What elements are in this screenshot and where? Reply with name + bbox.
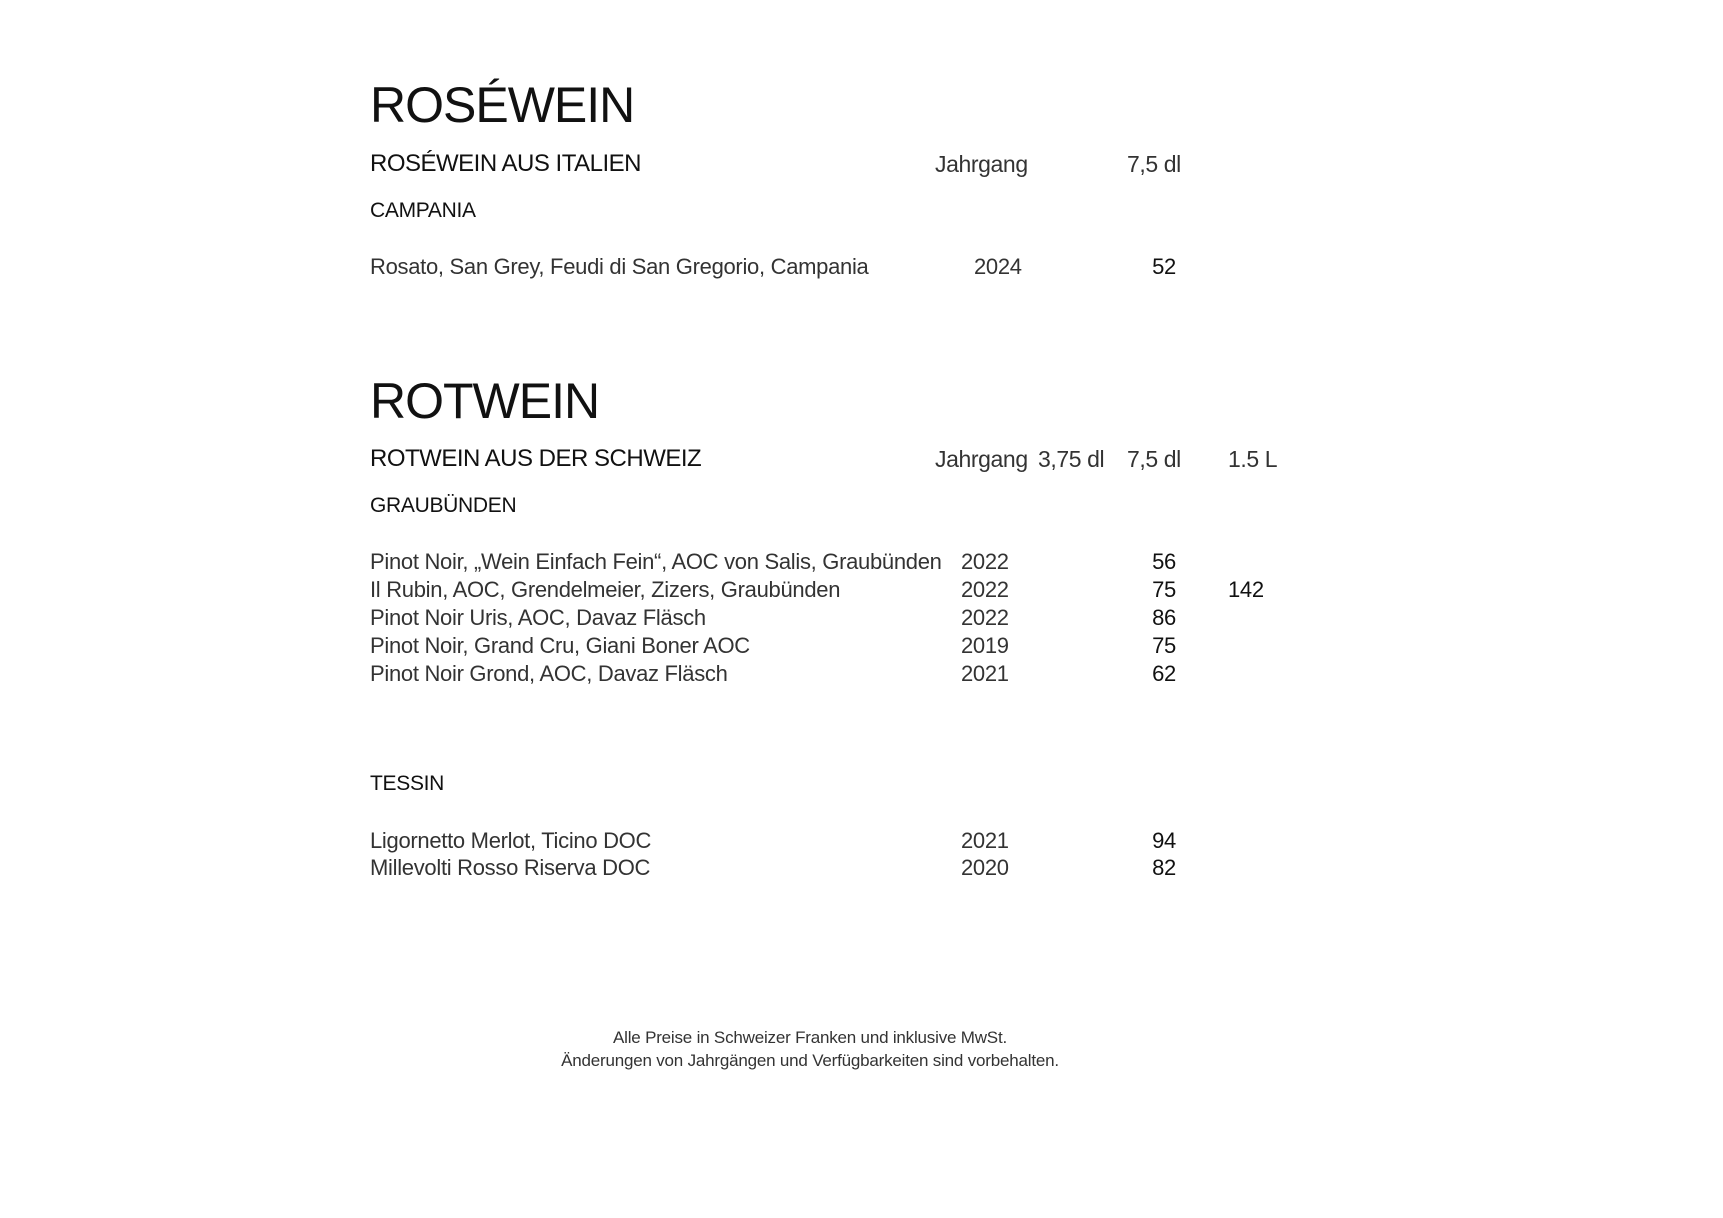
red-region-tessin: TESSIN xyxy=(370,772,445,795)
wine-name: Pinot Noir, Grand Cru, Giani Boner AOC xyxy=(370,633,750,658)
wine-vintage: 2021 xyxy=(961,661,1009,686)
wine-name: Il Rubin, AOC, Grendelmeier, Zizers, Graubünden xyxy=(370,577,841,602)
wine-name: Millevolti Rosso Riserva DOC xyxy=(370,855,651,880)
wine-name: Ligornetto Merlot, Ticino DOC xyxy=(370,828,652,853)
red-col-75dl: 7,5 dl xyxy=(1127,446,1181,472)
wine-vintage: 2024 xyxy=(974,254,1022,279)
rose-region-campania: CAMPANIA xyxy=(370,199,476,222)
footer-note-prices: Alle Preise in Schweizer Franken und inklusive MwSt. xyxy=(613,1028,1007,1047)
wine-vintage: 2022 xyxy=(961,577,1009,602)
wine-price-75dl: 86 xyxy=(1152,605,1176,630)
wine-price-75dl: 62 xyxy=(1152,661,1176,686)
wine-name: Rosato, San Grey, Feudi di San Gregorio, Campania xyxy=(370,254,869,279)
rose-col-75dl: 7,5 dl xyxy=(1127,151,1181,177)
wine-price-75dl: 75 xyxy=(1152,633,1176,658)
footer-note-vintages: Änderungen von Jahrgängen und Verfügbarkeiten sind vorbehalten. xyxy=(561,1051,1059,1070)
red-col-375dl: 3,75 dl xyxy=(1038,446,1105,472)
wine-price-75dl: 75 xyxy=(1152,577,1176,602)
wine-name: Pinot Noir, „Wein Einfach Fein“, AOC von Salis, Graubünden xyxy=(370,549,942,574)
red-section-title: ROTWEIN xyxy=(370,373,600,429)
wine-vintage: 2019 xyxy=(961,633,1009,658)
wine-vintage: 2020 xyxy=(961,855,1009,880)
red-subsection-heading: ROTWEIN AUS DER SCHWEIZ xyxy=(370,445,702,472)
wine-name: Pinot Noir Uris, AOC, Davaz Fläsch xyxy=(370,605,706,630)
wine-vintage: 2021 xyxy=(961,828,1009,853)
wine-price-75dl: 82 xyxy=(1152,855,1176,880)
wine-price-75dl: 52 xyxy=(1152,254,1176,279)
red-col-vintage: Jahrgang xyxy=(935,446,1028,472)
rose-col-vintage: Jahrgang xyxy=(935,151,1028,177)
wine-vintage: 2022 xyxy=(961,605,1009,630)
wine-vintage: 2022 xyxy=(961,549,1009,574)
red-col-15l: 1.5 L xyxy=(1228,446,1278,472)
wine-price-75dl: 94 xyxy=(1152,828,1176,853)
wine-price-15l: 142 xyxy=(1228,577,1264,602)
rose-subsection-heading: ROSÉWEIN AUS ITALIEN xyxy=(370,150,641,177)
wine-price-75dl: 56 xyxy=(1152,549,1176,574)
wine-name: Pinot Noir Grond, AOC, Davaz Fläsch xyxy=(370,661,728,686)
red-region-graubuenden: GRAUBÜNDEN xyxy=(370,494,517,517)
rose-section-title: ROSÉWEIN xyxy=(370,77,635,133)
